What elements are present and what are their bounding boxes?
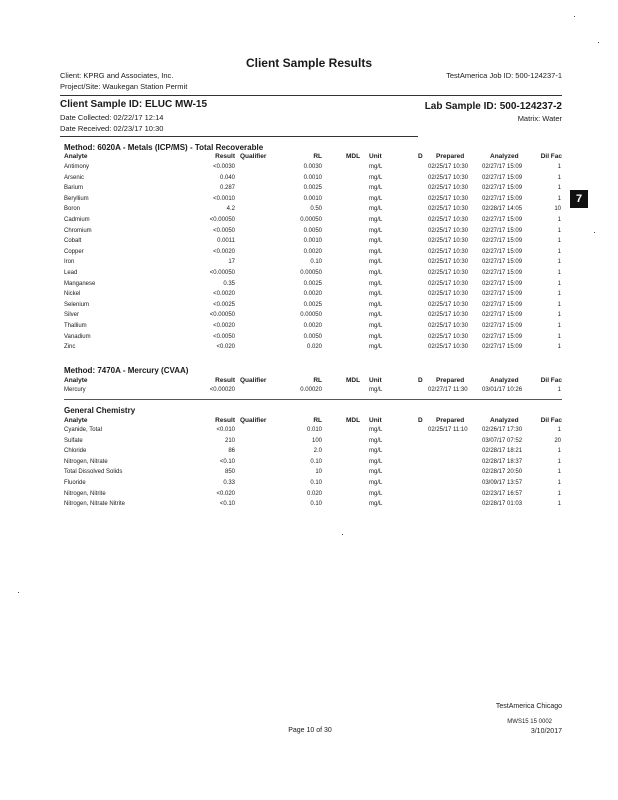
dil-fac-cell: 1 <box>557 248 561 255</box>
unit-cell: mg/L <box>369 185 383 192</box>
unit-cell: mg/L <box>369 344 383 351</box>
analyte-cell: Beryllium <box>64 195 89 202</box>
table-row <box>0 387 618 398</box>
dil-fac-cell: 1 <box>557 227 561 234</box>
rl-cell: 0.0010 <box>303 174 322 181</box>
analyzed-cell: 03/07/17 07:52 <box>482 437 523 444</box>
rl-cell: 0.00050 <box>300 217 322 223</box>
analyte-cell: Boron <box>64 206 81 213</box>
result-cell: <0.00020 <box>209 387 235 393</box>
analyzed-cell: 02/27/17 15:09 <box>482 301 523 308</box>
client-name: Client: KPRG and Associates, Inc. <box>60 71 174 80</box>
analyzed-cell: 02/27/17 15:09 <box>482 323 523 329</box>
result-cell: 86 <box>228 448 235 455</box>
unit-cell: mg/L <box>369 291 383 298</box>
section-tab-marker: 7 <box>570 190 588 208</box>
table-row <box>0 291 618 302</box>
analyte-cell: Cyanide, Total <box>64 427 102 433</box>
dil-fac-cell: 1 <box>557 164 561 170</box>
analyte-cell: Cobalt <box>64 238 82 245</box>
analyzed-cell: 02/27/17 15:09 <box>482 291 523 298</box>
table-row <box>0 334 618 345</box>
analyzed-cell: 02/23/17 16:57 <box>482 490 523 497</box>
dil-fac-cell: 1 <box>557 259 561 266</box>
result-cell: <0.0020 <box>213 291 235 298</box>
analyzed-cell: 02/28/17 01:03 <box>482 501 523 508</box>
result-cell: <0.0020 <box>213 323 235 329</box>
footer-lab-name: TestAmerica Chicago <box>495 703 562 710</box>
footer-page-number: Page 10 of 30 <box>288 727 332 734</box>
col-unit: Unit <box>369 417 382 424</box>
table-row <box>0 228 618 239</box>
project-site: Project/Site: Waukegan Station Permit <box>60 82 188 91</box>
rl-cell: 0.0020 <box>303 248 322 255</box>
analyzed-cell: 02/27/17 15:09 <box>482 185 523 192</box>
col-d: D <box>418 377 423 384</box>
analyte-cell: Antimony <box>64 164 90 170</box>
prepared-cell: 02/25/17 10:30 <box>428 323 469 329</box>
unit-cell: mg/L <box>369 490 383 497</box>
rl-cell: 0.00050 <box>300 312 322 319</box>
general-section-title: General Chemistry <box>64 406 136 415</box>
rl-cell: 0.0020 <box>303 291 322 298</box>
col-dil-fac: Dil Fac <box>540 153 562 160</box>
col-qualifier: Qualifier <box>240 377 267 384</box>
dil-fac-cell: 1 <box>557 195 561 202</box>
rl-cell: 0.0010 <box>303 195 322 202</box>
dil-fac-cell: 1 <box>557 448 561 455</box>
prepared-cell: 02/25/17 10:30 <box>428 195 469 202</box>
result-cell: <0.0050 <box>213 333 235 340</box>
dil-fac-cell: 1 <box>557 333 561 340</box>
job-id: TestAmerica Job ID: 500-124237-1 <box>446 71 562 80</box>
rl-cell: 0.10 <box>310 501 322 508</box>
dil-fac-cell: 1 <box>557 280 561 287</box>
unit-cell: mg/L <box>369 469 383 476</box>
result-cell: <0.0030 <box>213 164 235 170</box>
rl-cell: 0.0030 <box>303 164 322 170</box>
rl-cell: 0.10 <box>310 259 322 266</box>
rl-cell: 10 <box>315 469 322 476</box>
table-row <box>0 206 618 217</box>
col-analyzed: Analyzed <box>490 417 519 424</box>
rl-cell: 0.020 <box>306 344 322 351</box>
unit-cell: mg/L <box>369 280 383 287</box>
result-cell: 850 <box>224 469 235 476</box>
result-cell: <0.0020 <box>213 248 235 255</box>
table-row <box>0 175 618 186</box>
table-row <box>0 281 618 292</box>
date-collected: Date Collected: 02/22/17 12:14 <box>60 113 164 122</box>
col-qualifier: Qualifier <box>240 153 267 160</box>
rl-cell: 0.010 <box>306 427 322 433</box>
prepared-cell: 02/25/17 10:30 <box>428 185 469 192</box>
prepared-cell: 02/25/17 10:30 <box>428 344 469 351</box>
analyte-cell: Manganese <box>64 280 96 287</box>
result-cell: 0.040 <box>219 174 235 181</box>
analyte-cell: Nitrogen, Nitrite <box>64 490 106 497</box>
col-rl: RL <box>313 417 322 424</box>
analyzed-cell: 02/27/17 15:09 <box>482 248 523 255</box>
prepared-cell: 02/25/17 10:30 <box>428 280 469 287</box>
analyte-cell: Selenium <box>64 301 90 308</box>
col-analyte: Analyte <box>64 417 88 424</box>
rl-cell: 0.00050 <box>300 270 322 276</box>
analyzed-cell: 02/27/17 15:09 <box>482 312 523 319</box>
prepared-cell: 02/25/17 10:30 <box>428 291 469 298</box>
col-unit: Unit <box>369 153 382 160</box>
footer-date: 3/10/2017 <box>530 728 562 735</box>
analyte-cell: Copper <box>64 248 84 255</box>
analyte-cell: Zinc <box>64 344 76 351</box>
rl-cell: 0.0025 <box>303 280 322 287</box>
unit-cell: mg/L <box>369 164 383 170</box>
dil-fac-cell: 20 <box>554 437 561 444</box>
col-mdl: MDL <box>346 153 361 160</box>
unit-cell: mg/L <box>369 206 383 213</box>
scan-speck <box>18 592 19 593</box>
rl-cell: 0.10 <box>310 480 322 486</box>
prepared-cell: 02/25/17 10:30 <box>428 206 469 213</box>
table-row <box>0 259 618 270</box>
analyte-cell: Vanadium <box>64 333 91 340</box>
table-row <box>0 323 618 334</box>
prepared-cell: 02/25/17 10:30 <box>428 259 469 266</box>
col-unit: Unit <box>369 377 382 384</box>
dil-fac-cell: 1 <box>557 387 561 393</box>
dil-fac-cell: 1 <box>557 490 561 497</box>
table-row <box>0 344 618 355</box>
col-qualifier: Qualifier <box>240 417 267 424</box>
dil-fac-cell: 1 <box>557 174 561 181</box>
col-analyzed: Analyzed <box>490 153 519 160</box>
table-row <box>0 238 618 249</box>
analyzed-cell: 02/27/17 15:09 <box>482 217 523 223</box>
unit-cell: mg/L <box>369 387 383 393</box>
result-cell: <0.00050 <box>209 217 235 223</box>
dil-fac-cell: 1 <box>557 238 561 245</box>
result-cell: 0.35 <box>223 280 235 287</box>
rl-cell: 0.020 <box>306 490 322 497</box>
analyte-cell: Silver <box>64 312 80 319</box>
result-cell: <0.10 <box>219 458 235 465</box>
analyte-cell: Mercury <box>64 387 86 393</box>
analyzed-cell: 02/27/17 15:09 <box>482 344 523 351</box>
result-cell: <0.00050 <box>209 270 235 276</box>
result-cell: 0.0011 <box>217 238 235 245</box>
table-row <box>0 427 618 438</box>
scan-speck <box>574 16 575 17</box>
unit-cell: mg/L <box>369 174 383 181</box>
result-cell: <0.10 <box>219 501 235 508</box>
col-prepared: Prepared <box>436 377 465 384</box>
table-row <box>0 438 618 449</box>
unit-cell: mg/L <box>369 501 383 508</box>
header-divider <box>60 95 562 96</box>
dil-fac-cell: 1 <box>557 291 561 298</box>
analyte-cell: Lead <box>64 270 78 276</box>
rl-cell: 2.0 <box>313 448 322 455</box>
matrix: Matrix: Water <box>517 114 562 123</box>
unit-cell: mg/L <box>369 323 383 329</box>
unit-cell: mg/L <box>369 333 383 340</box>
col-prepared: Prepared <box>436 417 465 424</box>
analyzed-cell: 02/28/17 14:05 <box>482 206 523 213</box>
lab-sample-id: Lab Sample ID: 500-124237-2 <box>424 101 562 112</box>
col-analyzed: Analyzed <box>490 377 519 384</box>
rl-cell: 0.0025 <box>303 301 322 308</box>
col-result: Result <box>215 417 235 424</box>
result-cell: <0.010 <box>216 427 235 433</box>
analyte-cell: Total Dissolved Solids <box>64 469 123 476</box>
scan-speck <box>594 232 595 233</box>
analyte-cell: Nickel <box>64 291 81 298</box>
rl-cell: 0.0010 <box>303 238 322 245</box>
unit-cell: mg/L <box>369 248 383 255</box>
analyzed-cell: 02/28/17 18:37 <box>482 458 523 465</box>
prepared-cell: 02/25/17 10:30 <box>428 270 469 276</box>
col-result: Result <box>215 153 235 160</box>
analyte-cell: Chromium <box>64 227 92 234</box>
dil-fac-cell: 1 <box>557 185 561 192</box>
unit-cell: mg/L <box>369 312 383 319</box>
analyte-cell: Nitrogen, Nitrate Nitrite <box>64 501 126 508</box>
prepared-cell: 02/25/17 10:30 <box>428 164 469 170</box>
dil-fac-cell: 1 <box>557 458 561 465</box>
col-d: D <box>418 417 423 424</box>
rl-cell: 0.0050 <box>303 333 322 340</box>
rl-cell: 0.0025 <box>303 185 322 192</box>
analyte-cell: Cadmium <box>64 217 90 223</box>
prepared-cell: 02/25/17 11:10 <box>428 427 468 433</box>
analyzed-cell: 02/27/17 15:09 <box>482 238 523 245</box>
unit-cell: mg/L <box>369 227 383 234</box>
analyzed-cell: 03/01/17 10:26 <box>482 387 523 393</box>
result-cell: 4.2 <box>226 206 235 213</box>
analyte-cell: Iron <box>64 259 75 266</box>
table-row <box>0 302 618 313</box>
unit-cell: mg/L <box>369 195 383 202</box>
mercury-divider <box>64 399 562 400</box>
col-prepared: Prepared <box>436 153 465 160</box>
result-cell: 17 <box>228 259 235 266</box>
analyzed-cell: 02/27/17 15:09 <box>482 333 523 340</box>
scan-speck <box>342 534 343 535</box>
result-cell: <0.020 <box>216 490 235 497</box>
client-sample-id: Client Sample ID: ELUC MW-15 <box>60 99 208 110</box>
dil-fac-cell: 1 <box>557 270 561 276</box>
unit-cell: mg/L <box>369 437 383 444</box>
table-row <box>0 480 618 491</box>
prepared-cell: 02/27/17 11:30 <box>428 387 468 393</box>
unit-cell: mg/L <box>369 259 383 266</box>
prepared-cell: 02/25/17 10:30 <box>428 333 469 340</box>
page-title: Client Sample Results <box>245 56 373 70</box>
col-rl: RL <box>313 377 322 384</box>
result-cell: <0.0025 <box>213 301 235 308</box>
analyte-cell: Fluoride <box>64 480 86 486</box>
table-row <box>0 312 618 323</box>
table-row <box>0 217 618 228</box>
analyzed-cell: 02/27/17 15:09 <box>482 195 523 202</box>
rl-cell: 0.50 <box>310 206 322 213</box>
unit-cell: mg/L <box>369 238 383 245</box>
table-row <box>0 469 618 480</box>
analyzed-cell: 02/27/17 15:09 <box>482 164 523 170</box>
dil-fac-cell: 1 <box>557 427 561 433</box>
result-cell: <0.0050 <box>213 227 235 234</box>
prepared-cell: 02/25/17 10:30 <box>428 301 469 308</box>
analyte-cell: Thallium <box>64 323 87 329</box>
rl-cell: 0.0020 <box>303 323 322 329</box>
analyzed-cell: 02/28/17 18:21 <box>482 448 523 455</box>
rl-cell: 0.10 <box>310 458 322 465</box>
result-cell: 0.287 <box>219 185 235 192</box>
analyzed-cell: 02/27/17 15:09 <box>482 174 523 181</box>
mercury-section-title: Method: 7470A - Mercury (CVAA) <box>64 366 189 375</box>
col-analyte: Analyte <box>64 153 88 160</box>
col-d: D <box>418 153 423 160</box>
analyte-cell: Barium <box>64 185 84 192</box>
analyte-cell: Nitrogen, Nitrate <box>64 458 108 465</box>
unit-cell: mg/L <box>369 301 383 308</box>
analyzed-cell: 02/27/17 15:09 <box>482 280 523 287</box>
dil-fac-cell: 1 <box>557 344 561 351</box>
col-dil-fac: Dil Fac <box>540 417 562 424</box>
col-mdl: MDL <box>346 377 361 384</box>
table-row <box>0 491 618 502</box>
unit-cell: mg/L <box>369 217 383 223</box>
analyzed-cell: 02/27/17 15:09 <box>482 270 523 276</box>
col-mdl: MDL <box>346 417 361 424</box>
metals-section-title: Method: 6020A - Metals (ICP/MS) - Total Recoverable <box>64 143 264 152</box>
prepared-cell: 02/25/17 10:30 <box>428 248 469 255</box>
analyzed-cell: 02/26/17 17:30 <box>482 427 523 433</box>
table-row <box>0 270 618 281</box>
analyzed-cell: 02/27/17 15:09 <box>482 259 523 266</box>
dil-fac-cell: 1 <box>557 312 561 319</box>
dil-fac-cell: 10 <box>554 206 561 213</box>
unit-cell: mg/L <box>369 480 383 486</box>
dil-fac-cell: 1 <box>557 323 561 329</box>
dil-fac-cell: 1 <box>557 217 561 223</box>
result-cell: <0.020 <box>216 344 235 351</box>
rl-cell: 100 <box>311 437 322 444</box>
unit-cell: mg/L <box>369 270 383 276</box>
unit-cell: mg/L <box>369 448 383 455</box>
date-received: Date Received: 02/23/17 10:30 <box>60 124 164 133</box>
table-row <box>0 196 618 207</box>
result-cell: <0.0010 <box>213 195 235 202</box>
unit-cell: mg/L <box>369 427 383 433</box>
col-analyte: Analyte <box>64 377 88 384</box>
result-cell: 210 <box>224 437 235 444</box>
result-cell: 0.33 <box>223 480 235 486</box>
analyzed-cell: 03/09/17 13:57 <box>482 480 523 486</box>
col-dil-fac: Dil Fac <box>540 377 562 384</box>
analyte-cell: Chloride <box>64 448 87 455</box>
dil-fac-cell: 1 <box>557 469 561 476</box>
prepared-cell: 02/25/17 10:30 <box>428 312 469 319</box>
prepared-cell: 02/25/17 10:30 <box>428 217 469 223</box>
table-row <box>0 501 618 512</box>
analyte-cell: Sulfate <box>64 437 83 444</box>
unit-cell: mg/L <box>369 458 383 465</box>
sample-divider <box>60 136 418 137</box>
footer-doc-code: MWS15 15 0002 <box>507 719 552 725</box>
prepared-cell: 02/25/17 10:30 <box>428 238 469 245</box>
rl-cell: 0.0050 <box>303 227 322 234</box>
table-row <box>0 459 618 470</box>
table-row <box>0 164 618 175</box>
dil-fac-cell: 1 <box>557 501 561 508</box>
dil-fac-cell: 1 <box>557 480 561 486</box>
col-rl: RL <box>313 153 322 160</box>
prepared-cell: 02/25/17 10:30 <box>428 174 469 181</box>
prepared-cell: 02/25/17 10:30 <box>428 227 469 234</box>
col-result: Result <box>215 377 235 384</box>
analyzed-cell: 02/28/17 20:50 <box>482 469 523 476</box>
rl-cell: 0.00020 <box>300 387 322 393</box>
dil-fac-cell: 1 <box>557 301 561 308</box>
table-row <box>0 249 618 260</box>
table-row <box>0 448 618 459</box>
result-cell: <0.00050 <box>209 312 235 319</box>
scan-speck <box>598 42 599 43</box>
analyzed-cell: 02/27/17 15:09 <box>482 227 523 234</box>
analyte-cell: Arsenic <box>64 174 85 181</box>
table-row <box>0 185 618 196</box>
